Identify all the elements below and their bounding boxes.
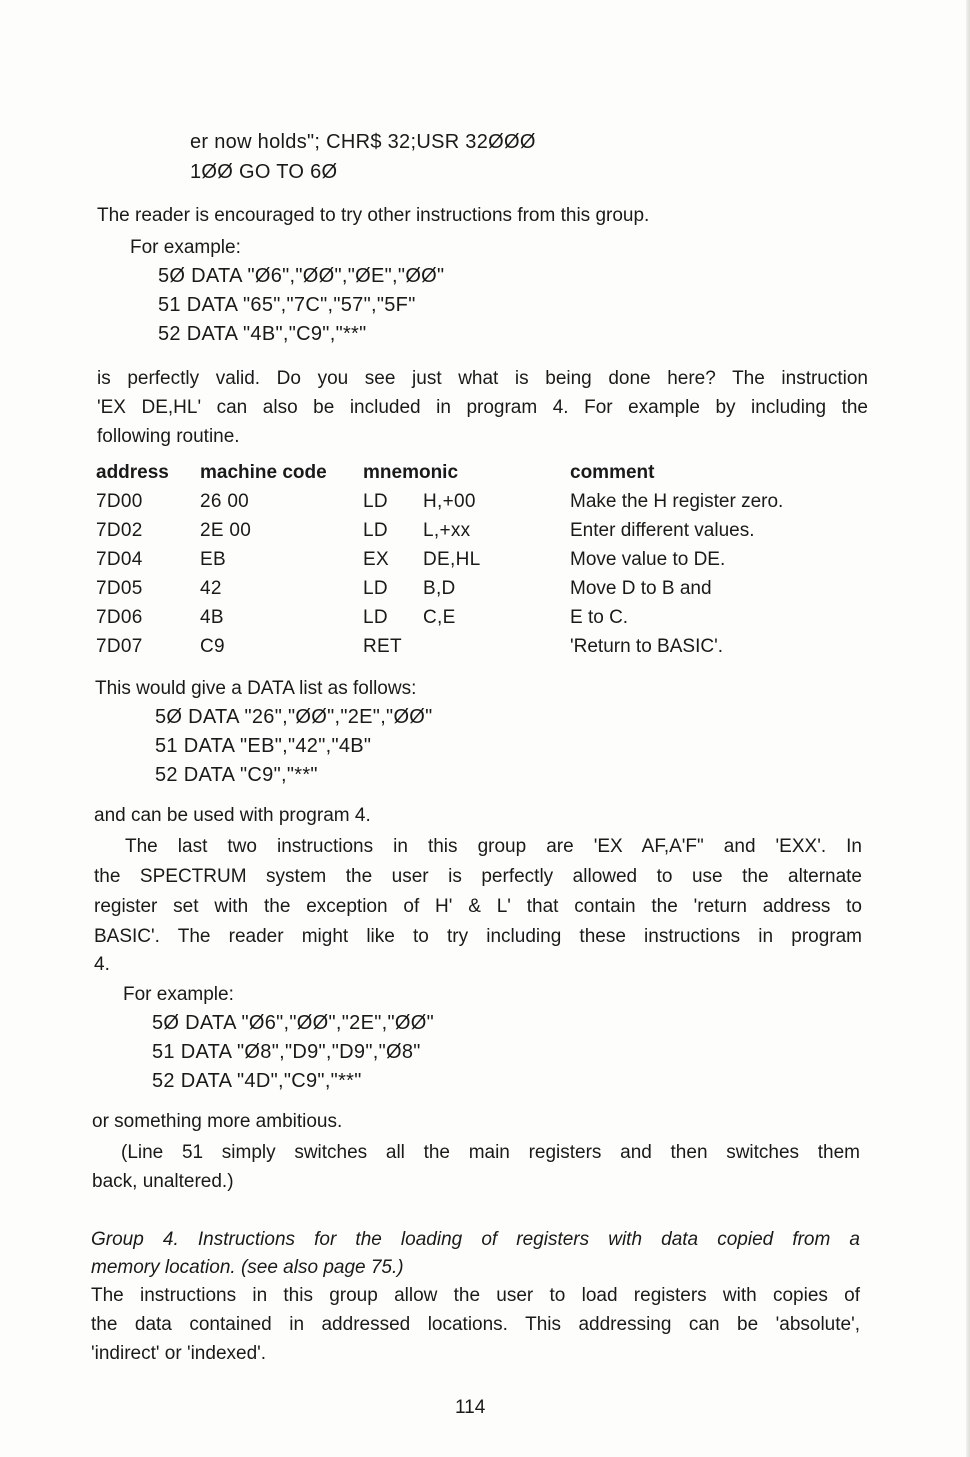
machine-code-cell: C9 [200,636,225,657]
data-line: 51 DATA "65","7C","57","5F" [158,294,416,316]
paragraph-line: is perfectly valid. Do you see just what is being done here? The instruction [97,368,868,389]
paragraph-line: 'indirect' or 'indexed'. [91,1343,267,1364]
machine-code-cell: 26 00 [200,491,250,512]
mnemonic-args: H,+00 [423,491,476,512]
address-cell: 7D00 [96,491,143,512]
machine-code-cell: 42 [200,578,222,599]
code-line: 1ØØ GO TO 6Ø [190,161,338,183]
machine-code-cell: 2E 00 [200,520,252,541]
paragraph-line: the SPECTRUM system the user is perfectly allowed to use the alternate [94,866,862,887]
paragraph-line: 4. [94,954,110,975]
address-cell: 7D06 [96,607,143,628]
mnemonic-op: LD [363,578,388,599]
paragraph-line: 'EX DE,HL' can also be included in program 4. For example by including the [97,397,868,418]
paragraph-line: back, unaltered.) [92,1171,234,1192]
paragraph-line: This would give a DATA list as follows: [95,678,417,699]
address-cell: 7D07 [96,636,143,657]
comment-cell: Enter different values. [570,520,755,541]
mnemonic-args: DE,HL [423,549,481,570]
address-cell: 7D02 [96,520,143,541]
mnemonic-args: B,D [423,578,456,599]
mnemonic-op: EX [363,549,389,570]
paragraph-line: and can be used with program 4. [94,805,371,826]
table-header: comment [570,462,655,483]
paragraph-line: or something more ambitious. [92,1111,343,1132]
example-intro: For example: [123,984,234,1005]
table-header: address [96,462,169,483]
data-line: 51 DATA "EB","42","4B" [155,735,372,757]
machine-code-cell: EB [200,549,226,570]
mnemonic-args: C,E [423,607,456,628]
comment-cell: Move D to B and [570,578,712,599]
comment-cell: Make the H register zero. [570,491,784,512]
table-header: mnemonic [363,462,459,483]
mnemonic-op: LD [363,491,388,512]
mnemonic-op: LD [363,607,388,628]
paragraph-line: following routine. [97,426,240,447]
paragraph-line: The reader is encouraged to try other instructions from this group. [97,205,650,226]
section-heading: Group 4. Instructions for the loading of registers with data copied from a [91,1229,860,1250]
data-line: 52 DATA "C9","**" [155,764,318,786]
example-intro: For example: [130,237,241,258]
data-line: 52 DATA "4D","C9","**" [152,1070,362,1092]
data-line: 51 DATA "Ø8","D9","D9","Ø8" [152,1041,421,1063]
mnemonic-args: L,+xx [423,520,471,541]
code-line: er now holds"; CHR$ 32;USR 32ØØØ [190,131,536,153]
paragraph-line: The last two instructions in this group are 'EX AF,A'F" and 'EXX'. In [125,836,862,857]
data-line: 5Ø DATA "Ø6","ØØ","2E","ØØ" [152,1012,434,1034]
machine-code-cell: 4B [200,607,224,628]
address-cell: 7D04 [96,549,143,570]
mnemonic-op: RET [363,636,402,657]
page-edge [966,0,970,1457]
paragraph-line: register set with the exception of H' & L' that contain the 'return address to [94,896,862,917]
paragraph-line: the data contained in addressed locations. This addressing can be 'absolute', [91,1314,860,1335]
comment-cell: 'Return to BASIC'. [570,636,723,657]
address-cell: 7D05 [96,578,143,599]
mnemonic-op: LD [363,520,388,541]
data-line: 5Ø DATA "Ø6","ØØ","ØE","ØØ" [158,265,445,287]
paragraph-line: The instructions in this group allow the user to load registers with copies of [91,1285,860,1306]
comment-cell: E to C. [570,607,629,628]
table-header: machine code [200,462,327,483]
page-number: 114 [455,1397,486,1418]
paragraph-line: BASIC'. The reader might like to try including these instructions in program [94,926,862,947]
section-heading: memory location. (see also page 75.) [91,1257,404,1278]
data-line: 52 DATA "4B","C9","**" [158,323,367,345]
data-line: 5Ø DATA "26","ØØ","2E","ØØ" [155,706,433,728]
comment-cell: Move value to DE. [570,549,726,570]
paragraph-line: (Line 51 simply switches all the main registers and then switches them [121,1142,860,1163]
